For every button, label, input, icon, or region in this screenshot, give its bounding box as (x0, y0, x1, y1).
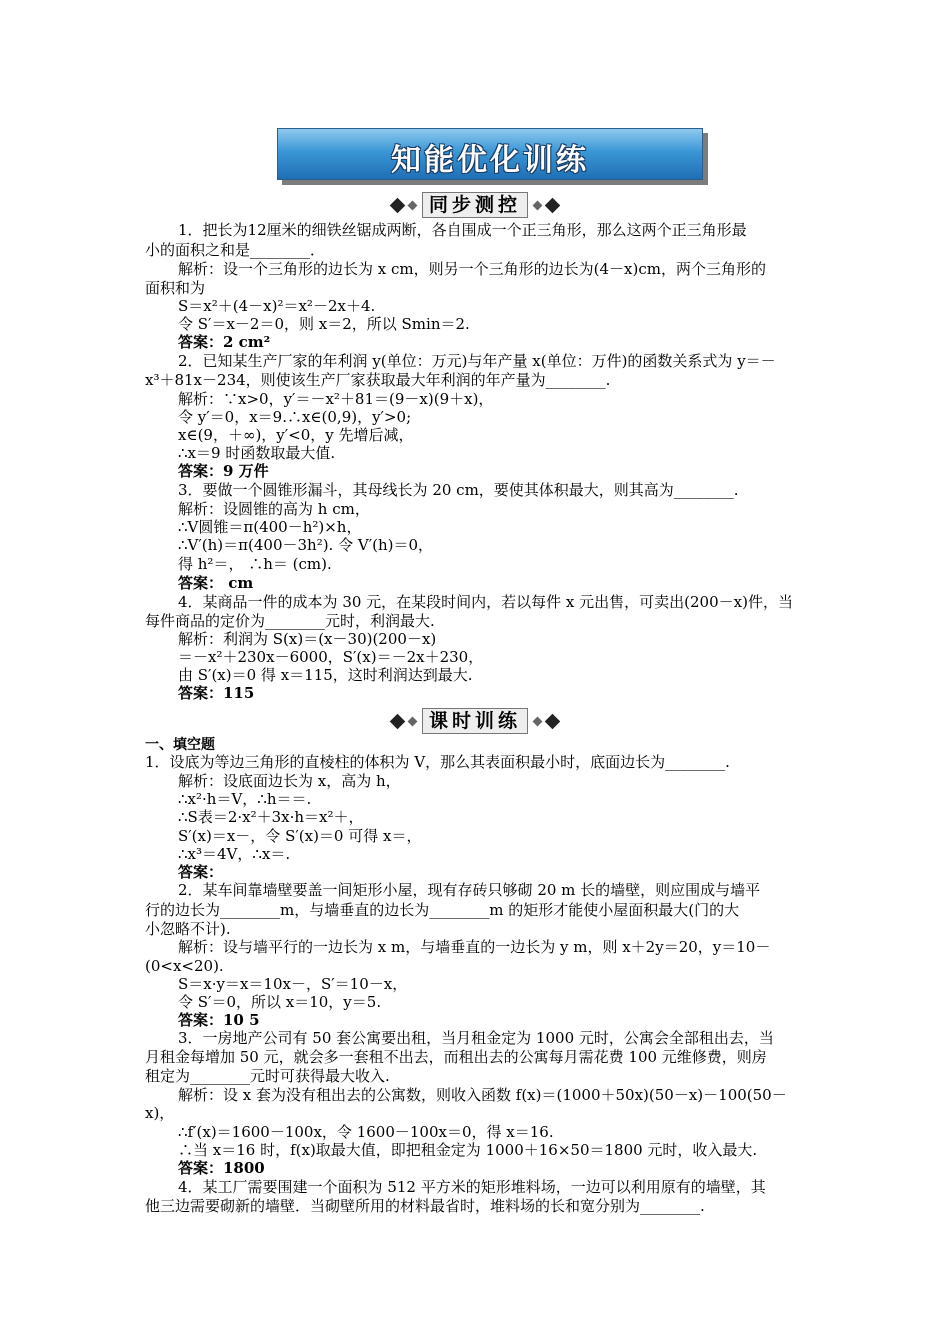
text-line: 解析：设圆锥的高为 h cm， (178, 500, 370, 518)
text-line: ∴f′(x)＝1600－100x，令 1600－100x＝0，得 x＝16. (178, 1123, 554, 1141)
text-line: 1．把长为12厘米的细铁丝锯成两断，各自围成一个正三角形，那么这两个正三角形最 (178, 221, 747, 239)
banner-title: 知能优化训练 (391, 143, 589, 178)
answer-line: 答案： (178, 863, 224, 881)
text-line: x)， (145, 1104, 175, 1122)
diamond-icon (545, 713, 561, 729)
text-line: 2．某车间靠墙壁要盖一间矩形小屋，现有存砖只够砌 20 m 长的墙壁，则应围成与墙平 (178, 881, 761, 899)
section-title: 课时训练 (422, 708, 528, 734)
text-line: 月租金每增加 50 元，就会多一套租不出去，而租出去的公寓每月需花费 100 元维修费，则房 (145, 1048, 767, 1066)
text-line: 令 y′＝0，x＝9.∴x∈(0,9)，y′>0; (178, 408, 412, 426)
text-line: (0<x<20). (145, 957, 224, 975)
text-line: 小的面积之和是________． (145, 241, 326, 259)
text-line: ∴x＝9 时函数取最大值. (178, 444, 336, 462)
text-line: ＝－x²＋230x－6000，S′(x)＝－2x＋230， (178, 648, 484, 666)
text-line: ∴x³＝4V，∴x＝. (178, 845, 291, 863)
title-banner (277, 128, 709, 186)
text-line: 面积和为 (145, 279, 206, 297)
text-line: 1．设底为等边三角形的直棱柱的体积为 V，那么其表面积最小时，底面边长为________. (145, 753, 730, 771)
text-line: ∴V圆锥＝π(400－h²)×h， (178, 518, 362, 536)
text-line: 解析：设一个三角形的边长为 x cm，则另一个三角形的边长为(4－x)cm，两个三角形的 (178, 260, 766, 278)
text-line: 解析：设底面边长为 x，高为 h， (178, 772, 401, 790)
answer-line: 答案：115 (178, 684, 255, 702)
text-line: S′(x)＝x－，令 S′(x)＝0 可得 x＝， (178, 827, 422, 845)
diamond-icon (533, 200, 543, 210)
text-line: 解析：设与墙平行的一边长为 x m，与墙垂直的一边长为 y m，则 x＋2y＝20，y＝10－ (178, 938, 771, 956)
text-line: ∴V′(h)＝π(400－3h²). 令 V′(h)＝0， (178, 536, 434, 554)
text-line: 他三边需要砌新的墙壁．当砌壁所用的材料最省时，堆料场的长和宽分别为________. (145, 1197, 705, 1215)
text-line: 每件商品的定价为________元时，利润最大. (145, 612, 435, 630)
text-line: x³＋81x－234，则使该生产厂家获取最大年利润的年产量为________. (145, 371, 611, 389)
text-line: 租定为________元时可获得最大收入. (145, 1067, 390, 1085)
text-line: S＝x·y＝x＝10x－，S′＝10－x， (178, 975, 408, 993)
subsection-heading: 一、填空题 (145, 737, 215, 753)
text-line: 解析：利润为 S(x)＝(x－30)(200－x) (178, 630, 437, 648)
text-line: 3．要做一个圆锥形漏斗，其母线长为 20 cm，要使其体积最大，则其高为________. (178, 481, 739, 499)
answer-line: 答案：9 万件 (178, 462, 269, 480)
diamond-icon (390, 197, 406, 213)
text-line: 4．某工厂需要围建一个面积为 512 平方米的矩形堆料场，一边可以利用原有的墙壁，其 (178, 1178, 766, 1196)
text-line: 令 S′＝x－2＝0，则 x＝2，所以 Smin＝2. (178, 315, 470, 333)
diamond-icon (390, 713, 406, 729)
text-line: ∴x²·h＝V，∴h＝＝. (178, 790, 312, 808)
text-line: ∴当 x＝16 时，f(x)取最大值，即把租金定为 1000＋16×50＝1800 元时，收入最大. (178, 1141, 758, 1159)
text-line: 解析：∵x>0，y′＝－x²＋81＝(9－x)(9＋x)， (178, 390, 494, 408)
diamond-icon (533, 716, 543, 726)
section-header-lesson (0, 708, 950, 736)
text-line: ∴S表＝2·x²＋3x·h＝x²＋， (178, 808, 364, 826)
text-line: 2．已知某生产厂家的年利润 y(单位：万元)与年产量 x(单位：万件)的函数关系式为 y＝－ (178, 352, 776, 370)
answer-line: 答案： cm (178, 574, 254, 592)
diamond-icon (408, 200, 418, 210)
text-line: 4．某商品一件的成本为 30 元，在某段时间内，若以每件 x 元出售，可卖出(200－x)件，当 (178, 593, 793, 611)
text-line: 解析：设 x 套为没有租出去的公寓数，则收入函数 f(x)＝(1000＋50x)(50－x)－100(50－ (178, 1086, 787, 1104)
answer-line: 答案：1800 (178, 1159, 265, 1177)
text-line: 小忽略不计). (145, 920, 231, 938)
text-line: 令 S′＝0，所以 x＝10，y＝5. (178, 993, 382, 1011)
answer-line: 答案：10 5 (178, 1011, 260, 1029)
text-line: 由 S′(x)＝0 得 x＝115，这时利润达到最大. (178, 666, 473, 684)
text-line: x∈(9，＋∞)，y′<0，y 先增后减， (178, 426, 414, 444)
diamond-icon (545, 197, 561, 213)
title-banner-box (277, 128, 703, 180)
answer-line: 答案：2 cm² (178, 333, 271, 351)
text-line: 行的边长为________m，与墙垂直的边长为________m 的矩形才能使小屋面积最大(门的大 (145, 901, 740, 919)
text-line: 3．一房地产公司有 50 套公寓要出租，当月租金定为 1000 元时，公寓会全部租出去，当 (178, 1029, 774, 1047)
diamond-icon (408, 716, 418, 726)
text-line: S＝x²＋(4－x)²＝x²－2x＋4. (178, 297, 376, 315)
section-title: 同步测控 (422, 192, 528, 218)
section-header-sync (0, 192, 950, 220)
text-line: 得 h²＝， ∴h＝ (cm). (178, 555, 332, 573)
